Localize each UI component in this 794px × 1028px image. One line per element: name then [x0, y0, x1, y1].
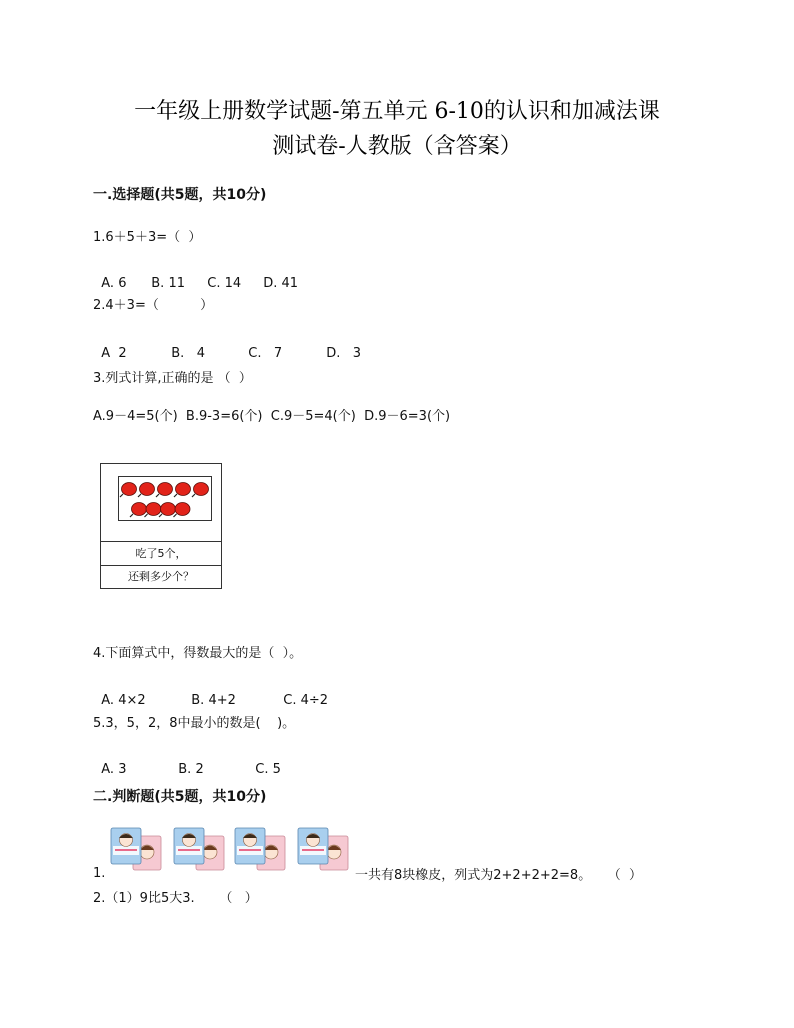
apple-icon — [140, 483, 155, 496]
option-a: A. 3 — [101, 762, 127, 777]
question-5-stem: 5.3，5，2，8中最小的数是( )。 — [93, 716, 296, 731]
question-4-stem: 4.下面算式中，得数最大的是（ ）。 — [93, 646, 303, 661]
judge-1-number: 1. — [93, 866, 106, 881]
option-c: C. 14 — [207, 276, 242, 291]
apple-stem-icon — [159, 514, 162, 517]
apple-stem-icon — [120, 494, 123, 497]
option-a: A. 4×2 — [101, 693, 146, 708]
judge-1-text: 一共有8块橡皮，列式为2+2+2+2=8。 （ ） — [355, 868, 642, 883]
section-heading-judge: 二.判断题(共5题，共10分) — [93, 789, 267, 805]
option-b: B. 11 — [151, 276, 185, 291]
fruit-box — [118, 476, 212, 521]
figure-text-eaten: 吃了5个， — [101, 542, 221, 566]
option-c: C. 4÷2 — [283, 693, 329, 708]
apple-stem-icon — [156, 494, 159, 497]
apple-icon — [194, 483, 209, 496]
question-4-options — [93, 678, 328, 708]
option-b: B. 2 — [178, 762, 204, 777]
stripe-icon — [115, 849, 137, 851]
question-1-stem: 1.6＋5＋3=（ ） — [93, 230, 202, 245]
apple-figure — [100, 463, 222, 589]
eraser-pair-image — [109, 826, 163, 872]
question-3-stem: 3.列式计算,正确的是 （ ） — [93, 371, 252, 386]
apple-stem-icon — [145, 514, 148, 517]
stripe-icon — [302, 849, 324, 851]
option-b: B. 4 — [171, 346, 205, 361]
page-title-line-1: 一年级上册数学试题-第五单元 6-10的认识和加减法课 — [134, 99, 660, 124]
option-d: D. 41 — [263, 276, 299, 291]
apple-icon — [132, 503, 147, 516]
apple-stem-icon — [138, 494, 141, 497]
figure-text-remaining: 还剩多少个？ — [128, 570, 194, 583]
fruit-drawing — [119, 477, 211, 520]
apple-icon — [176, 483, 191, 496]
apple-stem-icon — [174, 514, 177, 517]
question-2-stem: 2.4＋3=（ ） — [93, 298, 214, 313]
apple-icon — [146, 503, 161, 516]
question-2-options — [93, 331, 361, 361]
eraser-pair-image — [233, 826, 287, 872]
apple-icon — [175, 503, 190, 516]
stripe-icon — [239, 849, 261, 851]
section-heading-choice: 一.选择题(共5题，共10分) — [93, 187, 267, 203]
option-a: A. 6 — [101, 276, 127, 291]
apple-icon — [122, 483, 137, 496]
eraser-pair-image — [296, 826, 350, 872]
option-d: D. 3 — [326, 346, 362, 361]
judge-2-stem: 2.（1）9比5大3. （ ） — [93, 891, 258, 906]
apple-icon — [161, 503, 176, 516]
apple-stem-icon — [174, 494, 177, 497]
apple-stem-icon — [192, 494, 195, 497]
option-c: C. 5 — [255, 762, 281, 777]
option-a: A 2 — [101, 346, 127, 361]
question-3-options: A.9－4=5(个) B.9-3=6(个) C.9－5=4(个) D.9－6=3(个) — [93, 409, 451, 424]
apple-icon — [158, 483, 173, 496]
question-5-options — [93, 747, 281, 777]
eraser-pair-image — [172, 826, 226, 872]
page-title-line-2: 测试卷-人教版（含答案） — [272, 134, 522, 159]
question-1-options — [93, 261, 298, 291]
option-c: C. 7 — [248, 346, 283, 361]
apple-stem-icon — [130, 514, 133, 517]
option-b: B. 4+2 — [191, 693, 236, 708]
stripe-icon — [178, 849, 200, 851]
